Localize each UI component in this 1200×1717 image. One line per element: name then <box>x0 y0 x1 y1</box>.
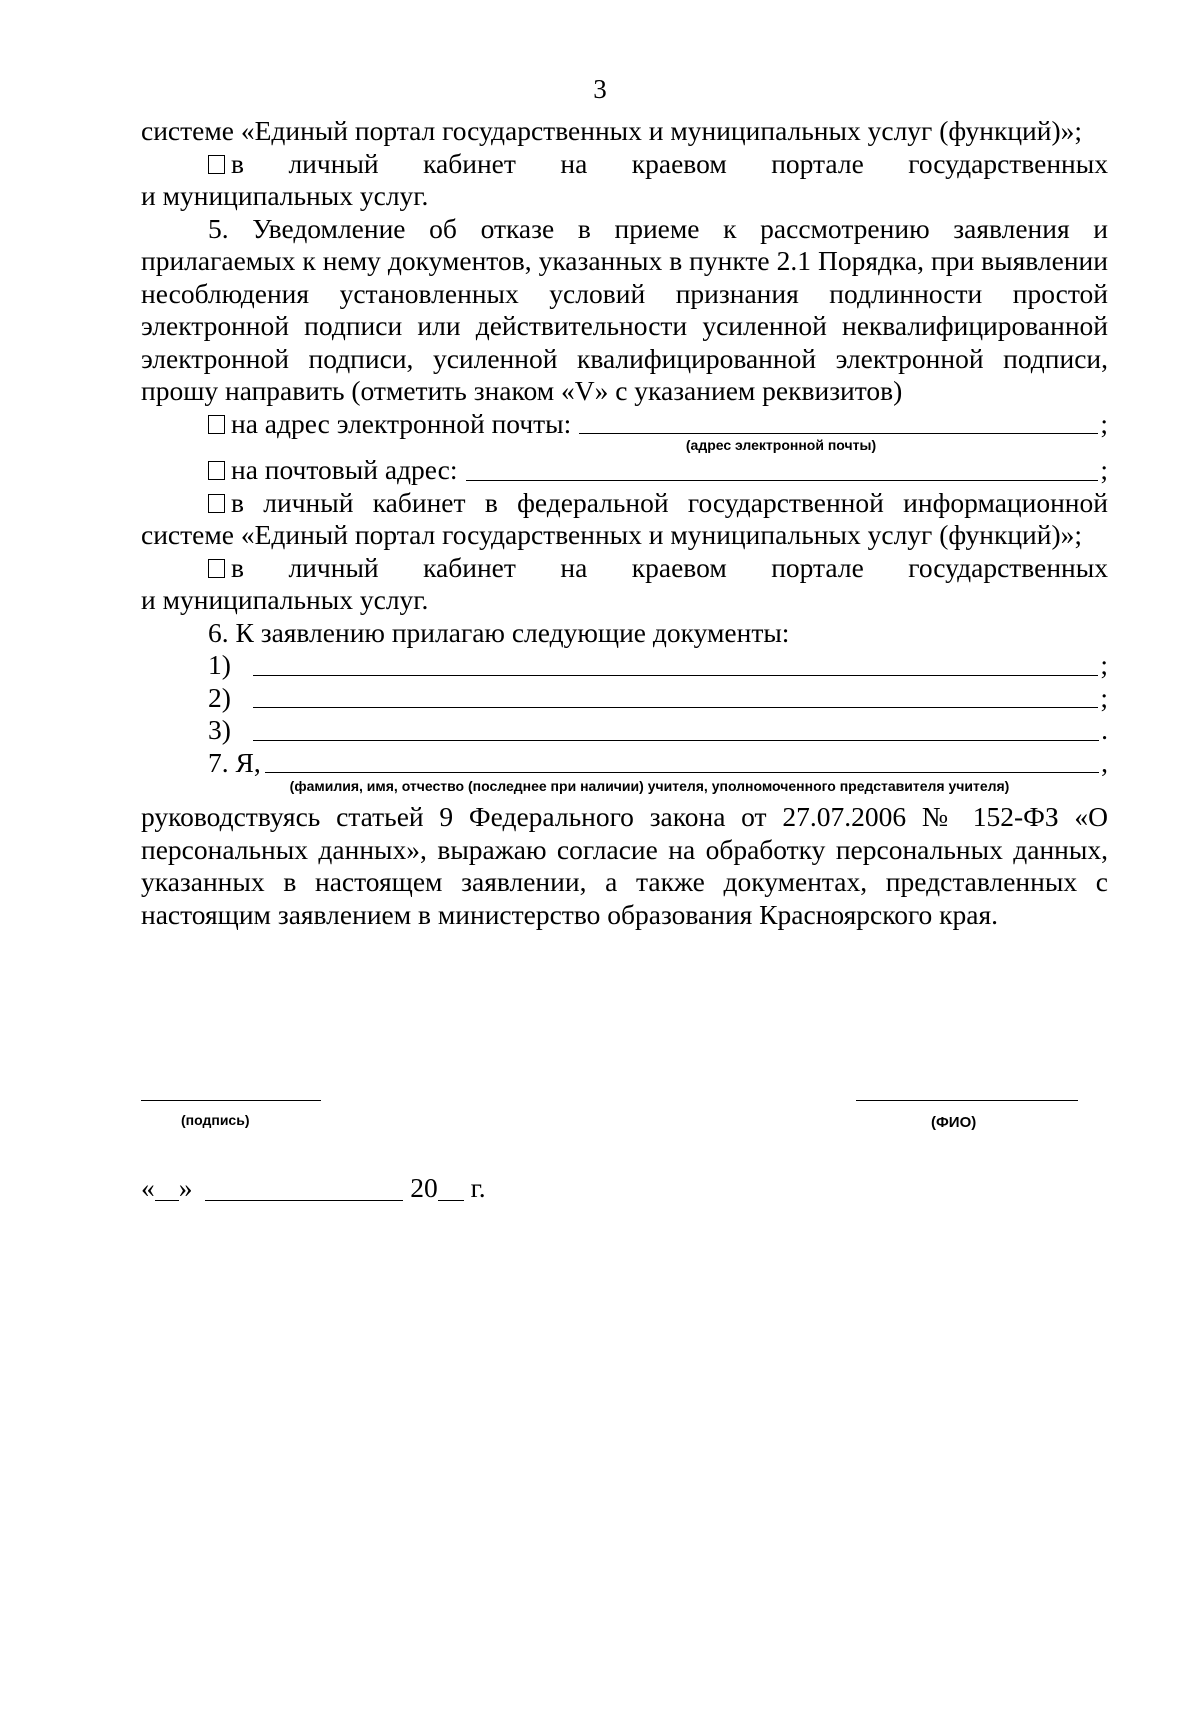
document-field-1[interactable] <box>253 651 1098 676</box>
checkbox[interactable] <box>208 155 225 174</box>
email-end: ; <box>1100 407 1108 439</box>
email-label: на адрес электронной почты: <box>231 407 572 439</box>
email-field[interactable] <box>579 409 1098 434</box>
document-body <box>141 115 1108 931</box>
page-number: 3 <box>593 74 607 104</box>
option-federal-cabinet-cont: системе «Единый портал государственных и муниципальных услуг (функций)»; <box>141 519 1083 550</box>
fio-signature-label: (ФИО) <box>931 1114 977 1131</box>
paragraph-6: 6. К заявлению прилагаю следующие документы: <box>208 616 790 648</box>
fio-field[interactable] <box>265 748 1099 773</box>
postal-field[interactable] <box>466 456 1099 481</box>
email-label-wrap <box>208 408 571 441</box>
option-label: в личный кабинет на краевом портале государственных <box>231 147 1108 179</box>
document-number: 3) <box>208 714 231 745</box>
document-row-2 <box>141 682 1108 715</box>
checkbox[interactable] <box>208 494 225 513</box>
day-field[interactable] <box>155 1176 179 1201</box>
signature-block <box>141 1100 1108 1160</box>
paragraph-7-end: , <box>1101 746 1108 778</box>
year-field[interactable] <box>438 1176 464 1201</box>
document-row-3 <box>141 714 1108 747</box>
date-quote-open: « <box>141 1172 155 1203</box>
fio-signature-line[interactable] <box>856 1100 1078 1101</box>
month-field[interactable] <box>205 1176 403 1201</box>
signature-label: (подпись) <box>181 1112 250 1128</box>
document-field-2[interactable] <box>253 683 1098 708</box>
checkbox[interactable] <box>208 461 225 480</box>
checkbox[interactable] <box>208 415 225 434</box>
postal-row <box>141 454 1108 487</box>
date-quote-close: » <box>178 1172 193 1203</box>
document-end: ; <box>1100 681 1108 713</box>
option-label: в личный кабинет на краевом портале государственных <box>231 551 1108 583</box>
option-regional-cabinet-cont: и муниципальных услуг. <box>141 180 429 211</box>
year-prefix: 20 <box>410 1172 438 1203</box>
year-suffix: г. <box>470 1172 486 1203</box>
option-regional-cabinet-2-cont: и муниципальных услуг. <box>141 584 429 615</box>
signature-line[interactable] <box>141 1100 321 1101</box>
paragraph-5: 5. Уведомление об отказе в приеме к рассмотрению заявления и прилагаемых к нему документов, указанных в пункте 2.1 Порядка, при выявлении несоблюдения установленных условий признания подлинности простой электронной подписи или действительности усиленной неквалифицированной электронной подписи, усиленной квалифицированной электронной подписи, прошу направить (отметить знаком «V» с указанием реквизитов) <box>141 212 1108 406</box>
document-end: ; <box>1100 649 1108 680</box>
document-field-3[interactable] <box>253 716 1099 741</box>
document-end: . <box>1101 714 1108 745</box>
postal-end: ; <box>1100 454 1108 485</box>
date-line <box>141 1172 486 1204</box>
paragraph-7-label: 7. Я, <box>208 746 261 778</box>
checkbox[interactable] <box>208 559 225 578</box>
option-federal-cabinet <box>141 487 1108 520</box>
fio-hint: (фамилия, имя, отчество (последнее при наличии) учителя, уполномоченного представителя учителя) <box>289 778 1010 794</box>
option-regional-cabinet-2 <box>141 552 1108 585</box>
email-hint: (адрес электронной почты) <box>685 437 877 453</box>
postal-label-wrap <box>208 454 458 487</box>
postal-label: на почтовый адрес: <box>231 454 458 485</box>
option-regional-cabinet <box>141 148 1108 181</box>
document-number: 1) <box>208 649 231 680</box>
document-number: 2) <box>208 681 231 713</box>
document-row-1 <box>141 649 1108 682</box>
paragraph-7-row <box>141 747 1108 780</box>
paragraph-continuation: системе «Единый портал государственных и муниципальных услуг (функций)»; <box>141 115 1083 146</box>
consent-paragraph: руководствуясь статьей 9 Федерального закона от 27.07.2006 № 152-ФЗ «О персональных данных», выражаю согласие на обработку персональных данных, указанных в настоящем заявлении, а также документах, представленных с настоящим заявлением в министерство образования Красноярского края. <box>141 801 1108 930</box>
option-label: в личный кабинет в федеральной государственной информационной <box>231 486 1108 518</box>
